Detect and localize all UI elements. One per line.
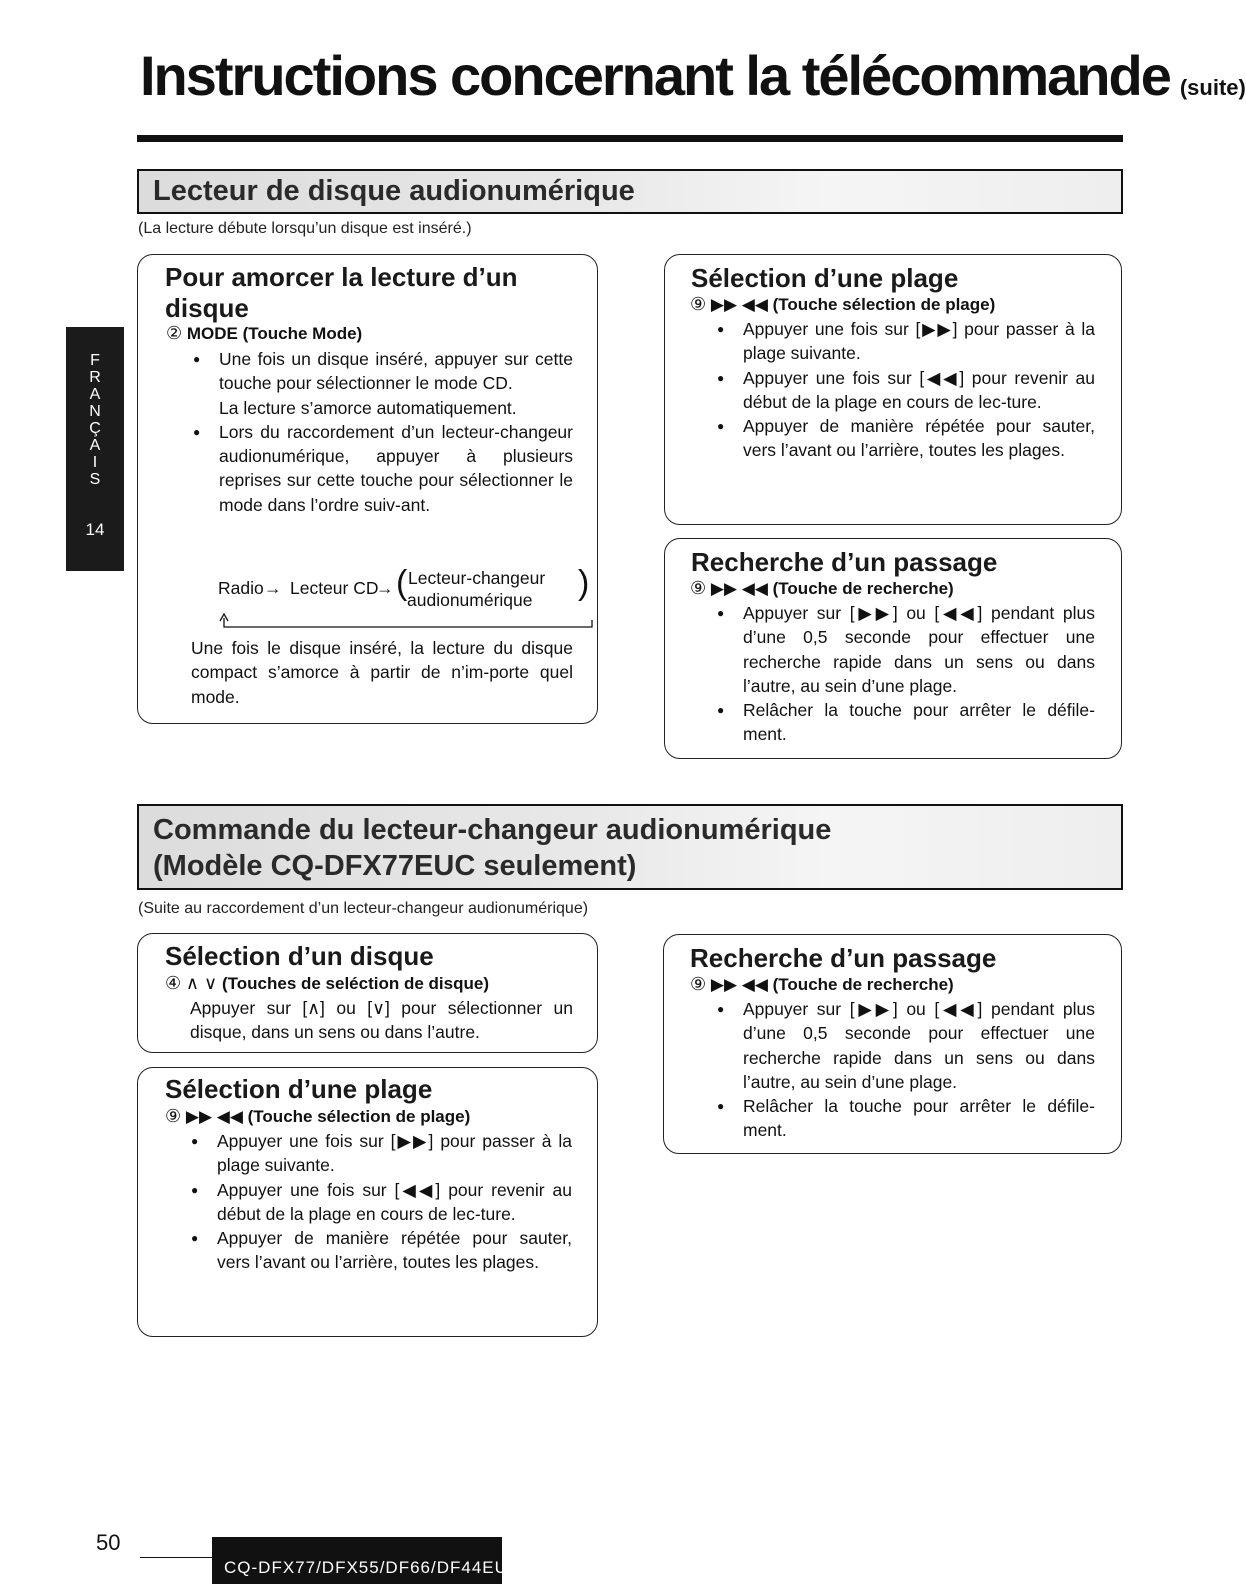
arrow-right-icon: →: [376, 578, 394, 598]
list-item: ● Une fois un disque inséré, appuyer sur cette touche pour sélectionner le mode CD. La lecture s’amorce automatiquement.: [193, 347, 573, 420]
box-title: Recherche d’un passage: [690, 943, 997, 973]
language-letters: F R A N Ç A I S: [89, 352, 101, 488]
bullet-list: [717, 997, 1095, 1143]
title-rule: [137, 135, 1123, 142]
section-note: (Suite au raccordement d’un lecteur-changeur audionumérique): [138, 900, 589, 917]
list-item: ● Relâcher la touche pour arrêter le défile-ment.: [717, 698, 1095, 747]
page-number: 50: [96, 1530, 121, 1555]
bullet-list: [717, 601, 1095, 747]
mode-sequence-diagram: Radio → Lecteur CD → ( Lecteur-changeur audionumérique ): [218, 568, 598, 628]
section-note: (La lecture débute lorsqu’un disque est inséré.): [138, 220, 472, 237]
page-title: Instructions concernant la télécommande (suite): [140, 44, 1246, 107]
list-item: ● Lors du raccordement d’un lecteur-changeur audionumérique, appuyer à plusieurs reprises sur cette touche pour sélectionner le mode dans l’ordre suiv-ant.: [193, 420, 573, 517]
list-item: ● Appuyer de manière répétée pour sauter, vers l’avant ou l’arrière, toutes les plages.: [191, 1226, 572, 1275]
language-tab: [66, 327, 124, 571]
list-item: ● Appuyer une fois sur [▶▶] pour passer à la plage suivante.: [717, 317, 1095, 366]
search-key-label: ⑨ ▶▶ ◀◀ (Touche de recherche): [690, 578, 954, 598]
box-title: Sélection d’une plage: [691, 263, 959, 293]
disc-key-label: ④ ∧ ∨ (Touches de seléction de disque): [165, 973, 489, 993]
start-paragraph: Une fois le disque inséré, la lecture du disque compact s’amorce à partir de n’im-porte quel mode.: [191, 638, 573, 707]
box-title: Sélection d’une plage: [165, 1074, 433, 1104]
bullet-list: [717, 317, 1095, 463]
bullet-list: [193, 347, 573, 517]
arrow-right-icon: →: [264, 578, 282, 598]
list-item: ● Appuyer sur [▶▶] ou [◀◀] pendant plus d’une 0,5 seconde pour effectuer une recherche rapide dans un sens ou dans l’autre, au sein d’une plage.: [717, 601, 1095, 698]
list-item: ● Appuyer une fois sur [◀◀] pour revenir au début de la plage en cours de lec-ture.: [717, 366, 1095, 415]
title-suite: (suite): [1179, 75, 1246, 100]
box-title: Recherche d’un passage: [691, 547, 998, 577]
box-title: Pour amorcer la lecture d’un disque: [165, 262, 518, 323]
list-item: ● Appuyer de manière répétée pour sauter, vers l’avant ou l’arrière, toutes les plages.: [717, 414, 1095, 463]
language-tab-number: 14: [85, 520, 105, 539]
box-title: Sélection d’un disque: [165, 941, 434, 971]
disc-paragraph: Appuyer sur [∧] ou [∨] pour sélectionner un disque, dans un sens ou dans l’autre.: [190, 998, 573, 1043]
mode-key-label: ② MODE (Touche Mode): [166, 323, 363, 343]
list-item: ● Appuyer une fois sur [◀◀] pour revenir au début de la plage en cours de lec-ture.: [191, 1178, 572, 1227]
search-key-label: ⑨ ▶▶ ◀◀ (Touche de recherche): [690, 974, 954, 994]
list-item: ● Relâcher la touche pour arrêter le défile-ment.: [717, 1094, 1095, 1143]
track-key-label: ⑨ ▶▶ ◀◀ (Touche sélection de plage): [690, 294, 996, 314]
section-banner-disc-player: Lecteur de disque audionumérique: [137, 169, 1123, 214]
bullet-list: [191, 1129, 572, 1275]
list-item: ● Appuyer sur [▶▶] ou [◀◀] pendant plus d’une 0,5 seconde pour effectuer une recherche rapide dans un sens ou dans l’autre, au sein d’une plage.: [717, 997, 1095, 1094]
track-key-label: ⑨ ▶▶ ◀◀ (Touche sélection de plage): [165, 1106, 471, 1126]
model-footer: CQ-DFX77/DFX55/DF66/DF44EUC: [212, 1537, 502, 1584]
list-item: ● Appuyer une fois sur [▶▶] pour passer à la plage suivante.: [191, 1129, 572, 1178]
footer-rule: [140, 1557, 220, 1558]
return-arrow-icon: [218, 612, 598, 632]
section-banner-changer: Commande du lecteur-changeur audionumérique (Modèle CQ-DFX77EUC seulement): [137, 804, 1123, 890]
